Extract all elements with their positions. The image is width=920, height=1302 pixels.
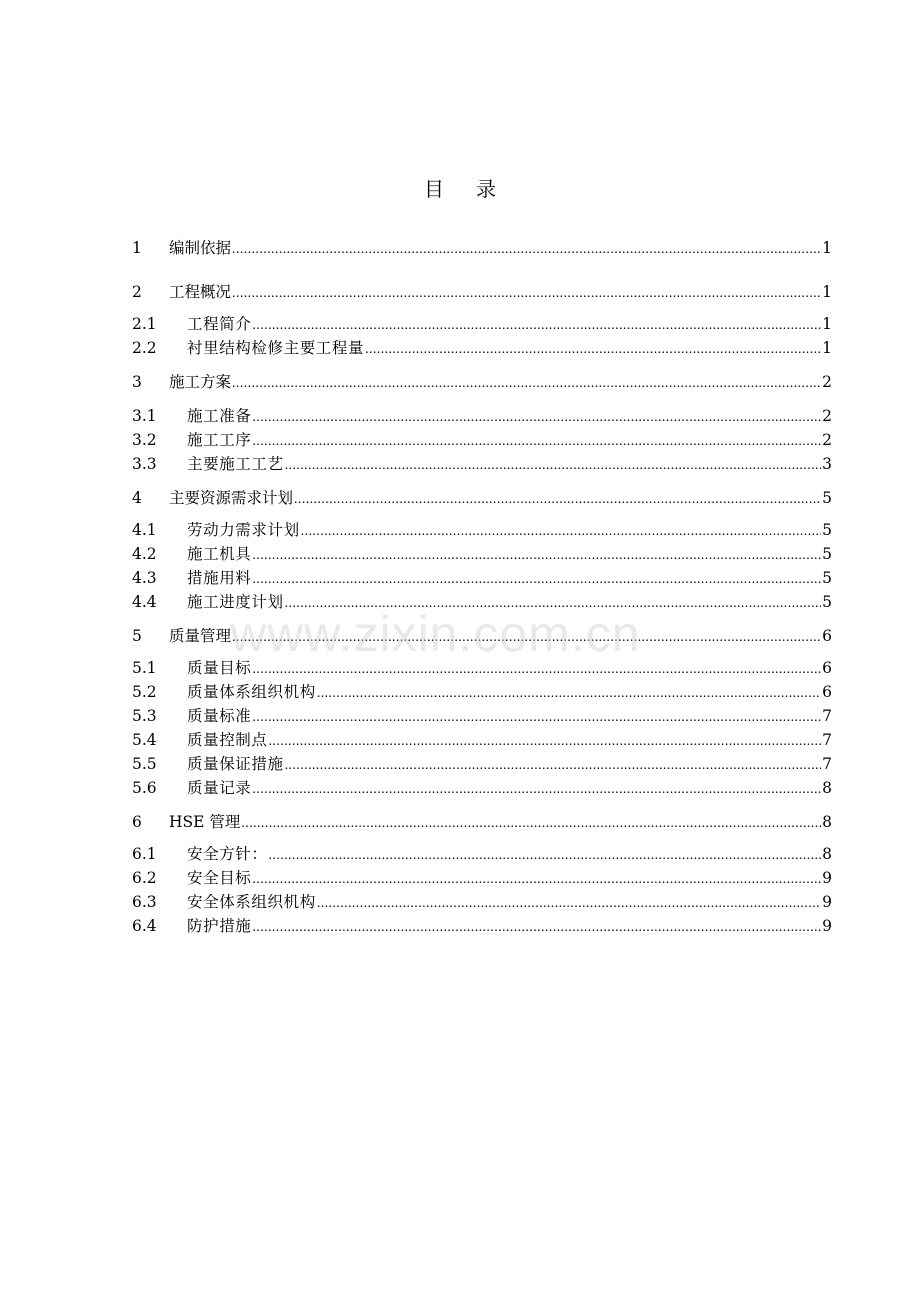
toc-entry[interactable] xyxy=(132,656,832,680)
toc-entry-page: 7 xyxy=(822,707,832,725)
toc-entry-page: 2 xyxy=(822,431,832,449)
toc-entry-number: 6.3 xyxy=(132,893,157,911)
toc-entry[interactable] xyxy=(132,542,832,566)
toc-entry-number: 6.4 xyxy=(132,917,157,935)
toc-entry-title: 质量体系组织机构 xyxy=(187,683,316,701)
toc-leader-dots xyxy=(252,430,821,454)
toc-entry[interactable] xyxy=(132,566,832,590)
toc-entry-page: 6 xyxy=(822,627,832,645)
toc-leader-dots xyxy=(232,626,821,650)
toc-entry-number: 2.1 xyxy=(132,315,157,333)
toc-entry-title: 质量管理 xyxy=(169,627,232,645)
toc-entry-page: 6 xyxy=(822,659,832,677)
toc-entry-title: 主要资源需求计划 xyxy=(169,489,294,507)
toc-entry-number: 5.2 xyxy=(132,683,157,701)
toc-entry[interactable] xyxy=(132,810,832,834)
toc-entry[interactable] xyxy=(132,728,832,752)
toc-entry-page: 1 xyxy=(822,239,832,257)
toc-entry-page: 7 xyxy=(822,731,832,749)
toc-entry-title: 工程概况 xyxy=(169,283,232,301)
toc-leader-dots xyxy=(301,520,821,544)
toc-leader-dots xyxy=(285,454,822,478)
toc-leader-dots xyxy=(317,682,821,706)
toc-entry-title: 质量控制点 xyxy=(187,731,268,749)
toc-entry-title: 主要施工工艺 xyxy=(187,455,284,473)
toc-entry[interactable] xyxy=(132,776,832,800)
toc-entry-number: 2 xyxy=(132,283,142,301)
toc-entry-title: 安全方针： xyxy=(187,845,268,863)
toc-entry[interactable] xyxy=(132,452,832,476)
toc-entry-page: 5 xyxy=(822,521,832,539)
toc-entry-title: 施工进度计划 xyxy=(187,593,284,611)
toc-title xyxy=(0,176,920,202)
toc-leader-dots xyxy=(241,812,821,836)
toc-entry-number: 4.3 xyxy=(132,569,157,587)
toc-entry-title: 安全体系组织机构 xyxy=(187,893,316,911)
toc-entry[interactable] xyxy=(132,842,832,866)
toc-leader-dots xyxy=(317,892,821,916)
toc-entry-page: 1 xyxy=(822,339,832,357)
toc-entry-page: 9 xyxy=(822,917,832,935)
toc-entry[interactable] xyxy=(132,236,832,260)
toc-entry-title: 施工机具 xyxy=(187,545,252,563)
toc-entry-page: 8 xyxy=(822,779,832,797)
toc-entry-number: 3.3 xyxy=(132,455,157,473)
toc-entry-title: 劳动力需求计划 xyxy=(187,521,300,539)
toc-entry-page: 3 xyxy=(822,455,832,473)
toc-entry[interactable] xyxy=(132,404,832,428)
toc-entry-number: 5 xyxy=(132,627,142,645)
toc-entry[interactable] xyxy=(132,624,832,648)
toc-entry-page: 8 xyxy=(822,813,832,831)
toc-entry-page: 7 xyxy=(822,755,832,773)
toc-entry-number: 6.1 xyxy=(132,845,157,863)
toc-entry-page: 2 xyxy=(822,407,832,425)
toc-entry[interactable] xyxy=(132,704,832,728)
toc-entry-number: 3 xyxy=(132,373,142,391)
toc-leader-dots xyxy=(269,844,822,868)
toc-entry-number: 5.4 xyxy=(132,731,157,749)
toc-leader-dots xyxy=(285,592,822,616)
toc-leader-dots xyxy=(252,544,821,568)
toc-leader-dots xyxy=(232,372,821,396)
toc-entry[interactable] xyxy=(132,890,832,914)
toc-entry[interactable] xyxy=(132,590,832,614)
toc-leader-dots xyxy=(252,658,821,682)
toc-entry-title: 工程简介 xyxy=(187,315,252,333)
toc-title-char: 录 xyxy=(476,177,496,201)
toc-entry-title: 编制依据 xyxy=(169,239,232,257)
toc-leader-dots xyxy=(252,916,821,940)
toc-entry[interactable] xyxy=(132,752,832,776)
toc-entry-number: 4.2 xyxy=(132,545,157,563)
toc-entry-number: 6.2 xyxy=(132,869,157,887)
toc-entry-page: 5 xyxy=(822,545,832,563)
toc-leader-dots xyxy=(285,754,822,778)
toc-leader-dots xyxy=(294,488,821,512)
toc-entry-page: 9 xyxy=(822,893,832,911)
toc-entry-page: 9 xyxy=(822,869,832,887)
toc-entry-number: 4.1 xyxy=(132,521,157,539)
toc-entry-number: 5.5 xyxy=(132,755,157,773)
toc-entry-title: 质量记录 xyxy=(187,779,252,797)
toc-entry-page: 1 xyxy=(822,283,832,301)
toc-entry-title: 施工准备 xyxy=(187,407,252,425)
toc-entry-title: 施工工序 xyxy=(187,431,252,449)
toc-entry-page: 8 xyxy=(822,845,832,863)
toc-entry[interactable] xyxy=(132,486,832,510)
toc-entry-page: 2 xyxy=(822,373,832,391)
toc-entry[interactable] xyxy=(132,866,832,890)
toc-leader-dots xyxy=(252,568,821,592)
toc-entry-number: 3.2 xyxy=(132,431,157,449)
toc-leader-dots xyxy=(232,282,821,306)
toc-entry-page: 5 xyxy=(822,593,832,611)
toc-entry-number: 6 xyxy=(132,813,142,831)
toc-entry-title: 措施用料 xyxy=(187,569,252,587)
toc-leader-dots xyxy=(232,238,821,262)
toc-entry-number: 2.2 xyxy=(132,339,157,357)
toc-leader-dots xyxy=(365,338,821,362)
toc-entry-title: 施工方案 xyxy=(169,373,232,391)
toc-entry-page: 1 xyxy=(822,315,832,333)
toc-entry[interactable] xyxy=(132,518,832,542)
toc-entry-number: 1 xyxy=(132,239,142,257)
toc-entry-page: 5 xyxy=(822,489,832,507)
toc-entry[interactable] xyxy=(132,914,832,938)
toc-entry[interactable] xyxy=(132,680,832,704)
toc-entry-number: 3.1 xyxy=(132,407,157,425)
toc-leader-dots xyxy=(252,314,821,338)
toc-entry-number: 4 xyxy=(132,489,142,507)
toc-entry-number: 5.6 xyxy=(132,779,157,797)
toc-leader-dots xyxy=(252,868,821,892)
toc-leader-dots xyxy=(252,778,821,802)
toc-entry-page: 6 xyxy=(822,683,832,701)
toc-leader-dots xyxy=(269,730,822,754)
watermark: www.zixin.com.cn xyxy=(230,606,641,662)
toc-entry-title: 衬里结构检修主要工程量 xyxy=(187,339,365,357)
toc-entry-title: 质量目标 xyxy=(187,659,252,677)
toc-entry-title: 防护措施 xyxy=(187,917,252,935)
toc-entry-number: 5.1 xyxy=(132,659,157,677)
toc-entry-title: 质量保证措施 xyxy=(187,755,284,773)
toc-entry-title: 质量标准 xyxy=(187,707,252,725)
toc-entry-page: 5 xyxy=(822,569,832,587)
toc-entry[interactable] xyxy=(132,428,832,452)
toc-entry[interactable] xyxy=(132,312,832,336)
toc-entry[interactable] xyxy=(132,336,832,360)
toc-entry[interactable] xyxy=(132,280,832,304)
toc-entry-title: HSE 管理 xyxy=(169,813,241,831)
toc-entry-title: 安全目标 xyxy=(187,869,252,887)
toc-entry-number: 4.4 xyxy=(132,593,157,611)
toc-leader-dots xyxy=(252,706,821,730)
toc-leader-dots xyxy=(252,406,821,430)
toc-entry[interactable] xyxy=(132,370,832,394)
toc-entry-number: 5.3 xyxy=(132,707,157,725)
toc-title-char: 目 xyxy=(424,177,444,201)
